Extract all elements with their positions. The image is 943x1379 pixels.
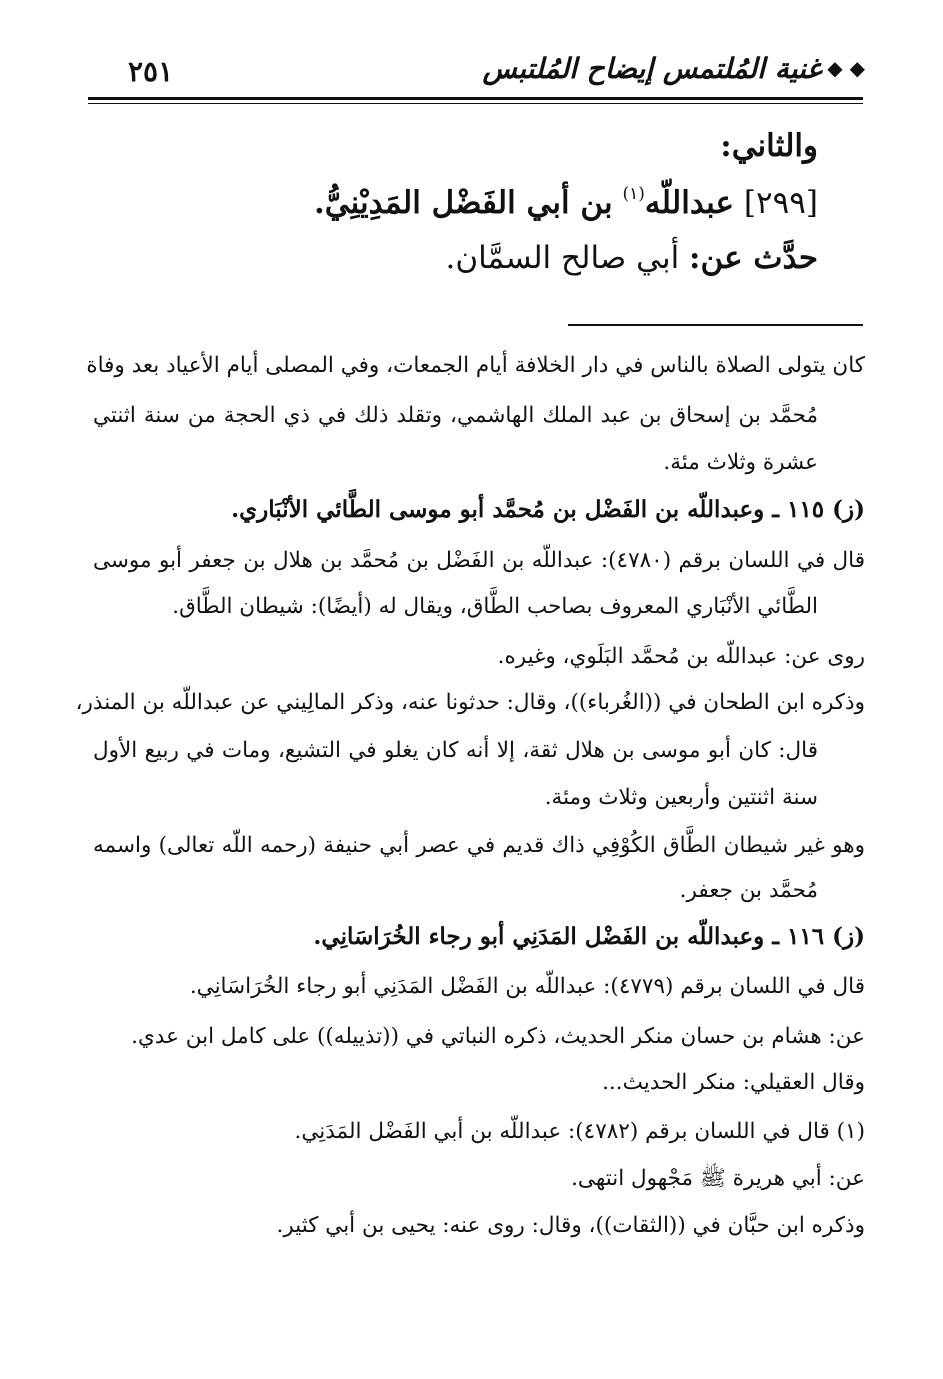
footnote-line: عن: أبي هريرة ﷺ مَجْهول انتهى. xyxy=(571,1166,865,1191)
note-line: كان يتولى الصلاة بالناس في دار الخلافة أيام الجمعات، وفي المصلى أيام الأعياد بعد وفاة xyxy=(86,353,865,378)
note-line: وقال العقيلي: منكر الحديث... xyxy=(602,1070,865,1095)
section-heading: (ز) ١١٦ ـ وعبداللّه بن الفَضْل المَدَنِي أبو رجاء الخُرَاسَانِي. xyxy=(313,923,865,950)
note-line: قال: كان أبو موسى بن هلال ثقة، إلا أنه كان يغلو في التشيع، ومات في ربيع الأول xyxy=(93,738,818,763)
note-line: مُحمَّد بن جعفر. xyxy=(679,878,818,903)
note-line: سنة اثنتين وأربعين وثلاث ومئة. xyxy=(544,785,818,810)
note-line: روى عن: عبداللّه بن مُحمَّد البَلَوي، وغيره. xyxy=(497,644,865,669)
note-line: وهو غير شيطان الطَّاق الكُوْفِي ذاك قديم في عصر أبي حنيفة (رحمه اللّه تعالى) واسمه xyxy=(93,833,865,858)
entry-name-rest: بن أبي الفَضْل المَدِيْنِيُّ. xyxy=(313,185,613,221)
narrated-from-value: أبي صالح السمَّان. xyxy=(445,240,680,276)
note-line: عن: هشام بن حسان منكر الحديث، ذكره النباتي في ((تذييله)) على كامل ابن عدي. xyxy=(131,1024,865,1049)
book-title: غنية المُلتمس إيضاح المُلتبس xyxy=(482,52,822,85)
note-line: مُحمَّد بن إسحاق بن عبد الملك الهاشمي، وتقلد ذلك في ذي الحجة من سنة اثنتي xyxy=(93,403,818,428)
narrated-from-line xyxy=(445,240,818,276)
note-line: قال في اللسان برقم (٤٧٧٩): عبداللّه بن الفَضْل المَدَنِي أبو رجاء الخُرَاسَانِي. xyxy=(189,974,865,999)
note-line: قال في اللسان برقم (٤٧٨٠): عبداللّه بن الفَضْل بن مُحمَّد بن هلال بن جعفر أبو موسى xyxy=(93,548,865,573)
section-heading: (ز) ١١٥ ـ وعبداللّه بن الفَضْل بن مُحمَّد أبو موسى الطَّائي الأنْبَاري. xyxy=(231,496,865,523)
footnote-separator xyxy=(568,324,863,326)
footnote-line: (١) قال في اللسان برقم (٤٧٨٢): عبداللّه بن أبي الفَضْل المَدَنِي. xyxy=(294,1119,865,1144)
running-header-title xyxy=(483,52,865,85)
footnote-marker: (١) xyxy=(622,184,645,204)
footnote-line: وذكره ابن حبَّان في ((الثقات))، وقال: روى عنه: يحيى بن أبي كثير. xyxy=(276,1213,865,1238)
header-rule-thin xyxy=(88,103,863,104)
note-line: وذكره ابن الطحان في ((الغُرباء))، وقال: حدثونا عنه، وذكر المالِيني عن عبداللّه بن المنذر، xyxy=(75,690,865,715)
header-rule xyxy=(88,97,863,100)
note-line: عشرة وثلاث مئة. xyxy=(663,450,818,475)
note-line: الطَّائي الأنْبَاري المعروف بصاحب الطَّاق، ويقال له (أيضًا): شيطان الطَّاق. xyxy=(172,594,818,619)
entry-number: [٢٩٩] xyxy=(743,185,818,221)
entry-heading xyxy=(314,184,818,221)
narrated-from-label: حدَّث عن: xyxy=(689,240,818,276)
entry-label: والثاني: xyxy=(720,128,818,164)
entry-name-first: عبداللّه xyxy=(644,185,734,221)
page-number: ٢٥١ xyxy=(128,55,174,88)
diamond-ornament-icon: ◆ ◆ xyxy=(827,56,865,80)
